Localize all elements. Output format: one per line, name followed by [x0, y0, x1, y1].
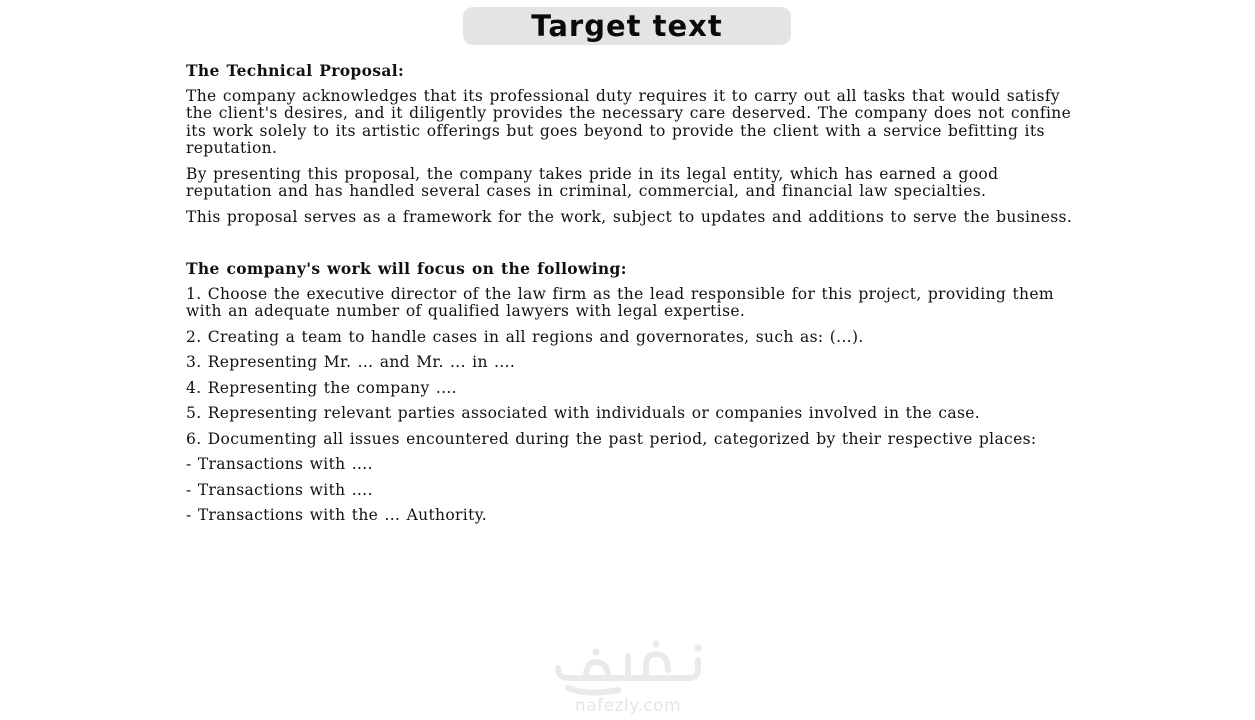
list-item: 5. Representing relevant parties associated with individuals or companies involved in the case.	[186, 404, 981, 422]
list-item: - Transactions with the ... Authority.	[186, 506, 488, 524]
title-banner	[463, 7, 791, 45]
watermark-text: nafezly.com	[574, 696, 682, 716]
paragraph: This proposal serves as a framework for the work, subject to updates and additions to serve the business.	[186, 207, 1073, 226]
list-item: 2. Creating a team to handle cases in all regions and governorates, such as: (...).	[186, 327, 864, 346]
list-item: 4. Representing the company ....	[186, 378, 457, 397]
watermark-logo	[548, 640, 708, 718]
list-item: 3. Representing Mr. ... and Mr. ... in ....	[186, 353, 516, 371]
list-item: 6. Documenting all issues encountered during the past period, categorized by their respective places:	[186, 429, 1037, 448]
paragraph: By presenting this proposal, the company takes pride in its legal entity, which has earned a good reputation and has handled several cases in criminal, commercial, and financial law specialties.	[186, 164, 999, 200]
list-item: - Transactions with ....	[186, 480, 373, 499]
section-heading-work-focus: The company's work will focus on the following:	[186, 259, 627, 278]
list-item: - Transactions with ....	[186, 455, 373, 473]
list-item: 1. Choose the executive director of the law firm as the lead responsible for this project, providing them with an adequate number of qualified lawyers with legal expertise.	[186, 284, 1054, 320]
page-title: Target text	[531, 9, 723, 43]
section-heading-technical-proposal: The Technical Proposal:	[186, 61, 405, 80]
watermark-mark-icon	[548, 640, 708, 698]
paragraph: The company acknowledges that its professional duty requires it to carry out all tasks that would satisfy the client's desires, and it diligently provides the necessary care deserved. The company does not confine its work solely to its artistic offerings but goes beyond to provide the client with a service befitting its reputation.	[186, 86, 1072, 157]
document-body	[186, 62, 1076, 533]
